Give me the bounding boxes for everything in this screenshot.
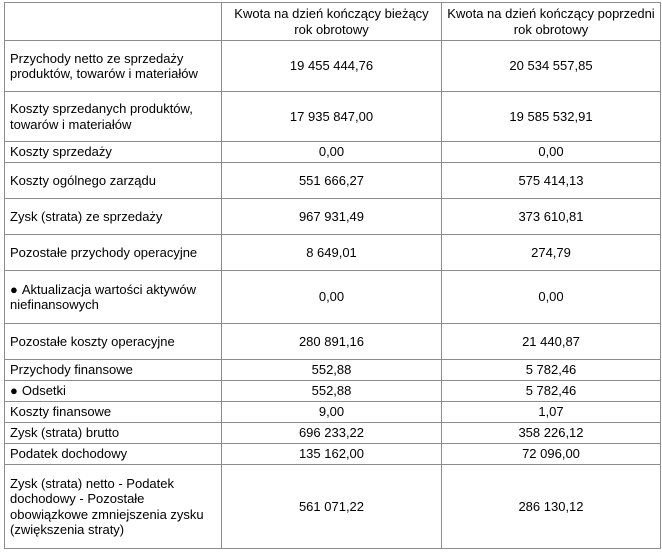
- header-label-column: [5, 3, 222, 41]
- table-header-row: [5, 3, 661, 41]
- table-row: [5, 41, 661, 92]
- row-label: Podatek dochodowy: [5, 444, 222, 465]
- previous-year-value: 373 610,81: [442, 199, 661, 235]
- table-row: [5, 142, 661, 163]
- table-row: [5, 271, 661, 324]
- table-row: [5, 423, 661, 444]
- bullet-icon: ●: [10, 383, 18, 399]
- table-row: [5, 444, 661, 465]
- current-year-value: 552,88: [222, 360, 442, 381]
- table-row: [5, 163, 661, 199]
- current-year-value: 9,00: [222, 402, 442, 423]
- table-row: [5, 324, 661, 360]
- row-label: Przychody finansowe: [5, 360, 222, 381]
- previous-year-value: 0,00: [442, 271, 661, 324]
- bullet-icon: ●: [10, 281, 18, 297]
- current-year-value: 0,00: [222, 271, 442, 324]
- row-label: Zysk (strata) netto - Podatek dochodowy - Pozostałe obowiązkowe zmniejszenia zysku (zwiększenia straty): [5, 465, 222, 549]
- current-year-value: 0,00: [222, 142, 442, 163]
- current-year-value: 8 649,01: [222, 235, 442, 271]
- previous-year-value: 5 782,46: [442, 381, 661, 402]
- row-label: Koszty sprzedanych produktów, towarów i materiałów: [5, 92, 222, 142]
- current-year-value: 561 071,22: [222, 465, 442, 549]
- current-year-value: 19 455 444,76: [222, 41, 442, 92]
- header-current-year: Kwota na dzień kończący bieżący rok obrotowy: [222, 3, 442, 41]
- previous-year-value: 21 440,87: [442, 324, 661, 360]
- row-label: Koszty sprzedaży: [5, 142, 222, 163]
- table-row: [5, 92, 661, 142]
- previous-year-value: 575 414,13: [442, 163, 661, 199]
- table-row: [5, 402, 661, 423]
- row-label: Zysk (strata) brutto: [5, 423, 222, 444]
- row-label: Aktualizacja wartości aktywów niefinansowych: [10, 281, 196, 312]
- previous-year-value: 274,79: [442, 235, 661, 271]
- current-year-value: 280 891,16: [222, 324, 442, 360]
- current-year-value: 552,88: [222, 381, 442, 402]
- row-label: Pozostałe koszty operacyjne: [5, 324, 222, 360]
- current-year-value: 17 935 847,00: [222, 92, 442, 142]
- header-previous-year: Kwota na dzień kończący poprzedni rok obrotowy: [442, 3, 661, 41]
- table-row: [5, 465, 661, 549]
- previous-year-value: 358 226,12: [442, 423, 661, 444]
- previous-year-value: 1,07: [442, 402, 661, 423]
- current-year-value: 551 666,27: [222, 163, 442, 199]
- table-row: [5, 199, 661, 235]
- row-label-cell: [5, 381, 222, 402]
- table-row: [5, 235, 661, 271]
- row-label: Pozostałe przychody operacyjne: [5, 235, 222, 271]
- previous-year-value: 5 782,46: [442, 360, 661, 381]
- financial-statement-table: [4, 2, 661, 549]
- previous-year-value: 286 130,12: [442, 465, 661, 549]
- table-row: [5, 381, 661, 402]
- row-label: Koszty ogólnego zarządu: [5, 163, 222, 199]
- table-row: [5, 360, 661, 381]
- previous-year-value: 19 585 532,91: [442, 92, 661, 142]
- row-label: Przychody netto ze sprzedaży produktów, towarów i materiałów: [5, 41, 222, 92]
- previous-year-value: 20 534 557,85: [442, 41, 661, 92]
- current-year-value: 967 931,49: [222, 199, 442, 235]
- row-label: Zysk (strata) ze sprzedaży: [5, 199, 222, 235]
- previous-year-value: 0,00: [442, 142, 661, 163]
- current-year-value: 135 162,00: [222, 444, 442, 465]
- current-year-value: 696 233,22: [222, 423, 442, 444]
- previous-year-value: 72 096,00: [442, 444, 661, 465]
- row-label-cell: [5, 271, 222, 324]
- row-label: Odsetki: [21, 383, 66, 399]
- row-label: Koszty finansowe: [5, 402, 222, 423]
